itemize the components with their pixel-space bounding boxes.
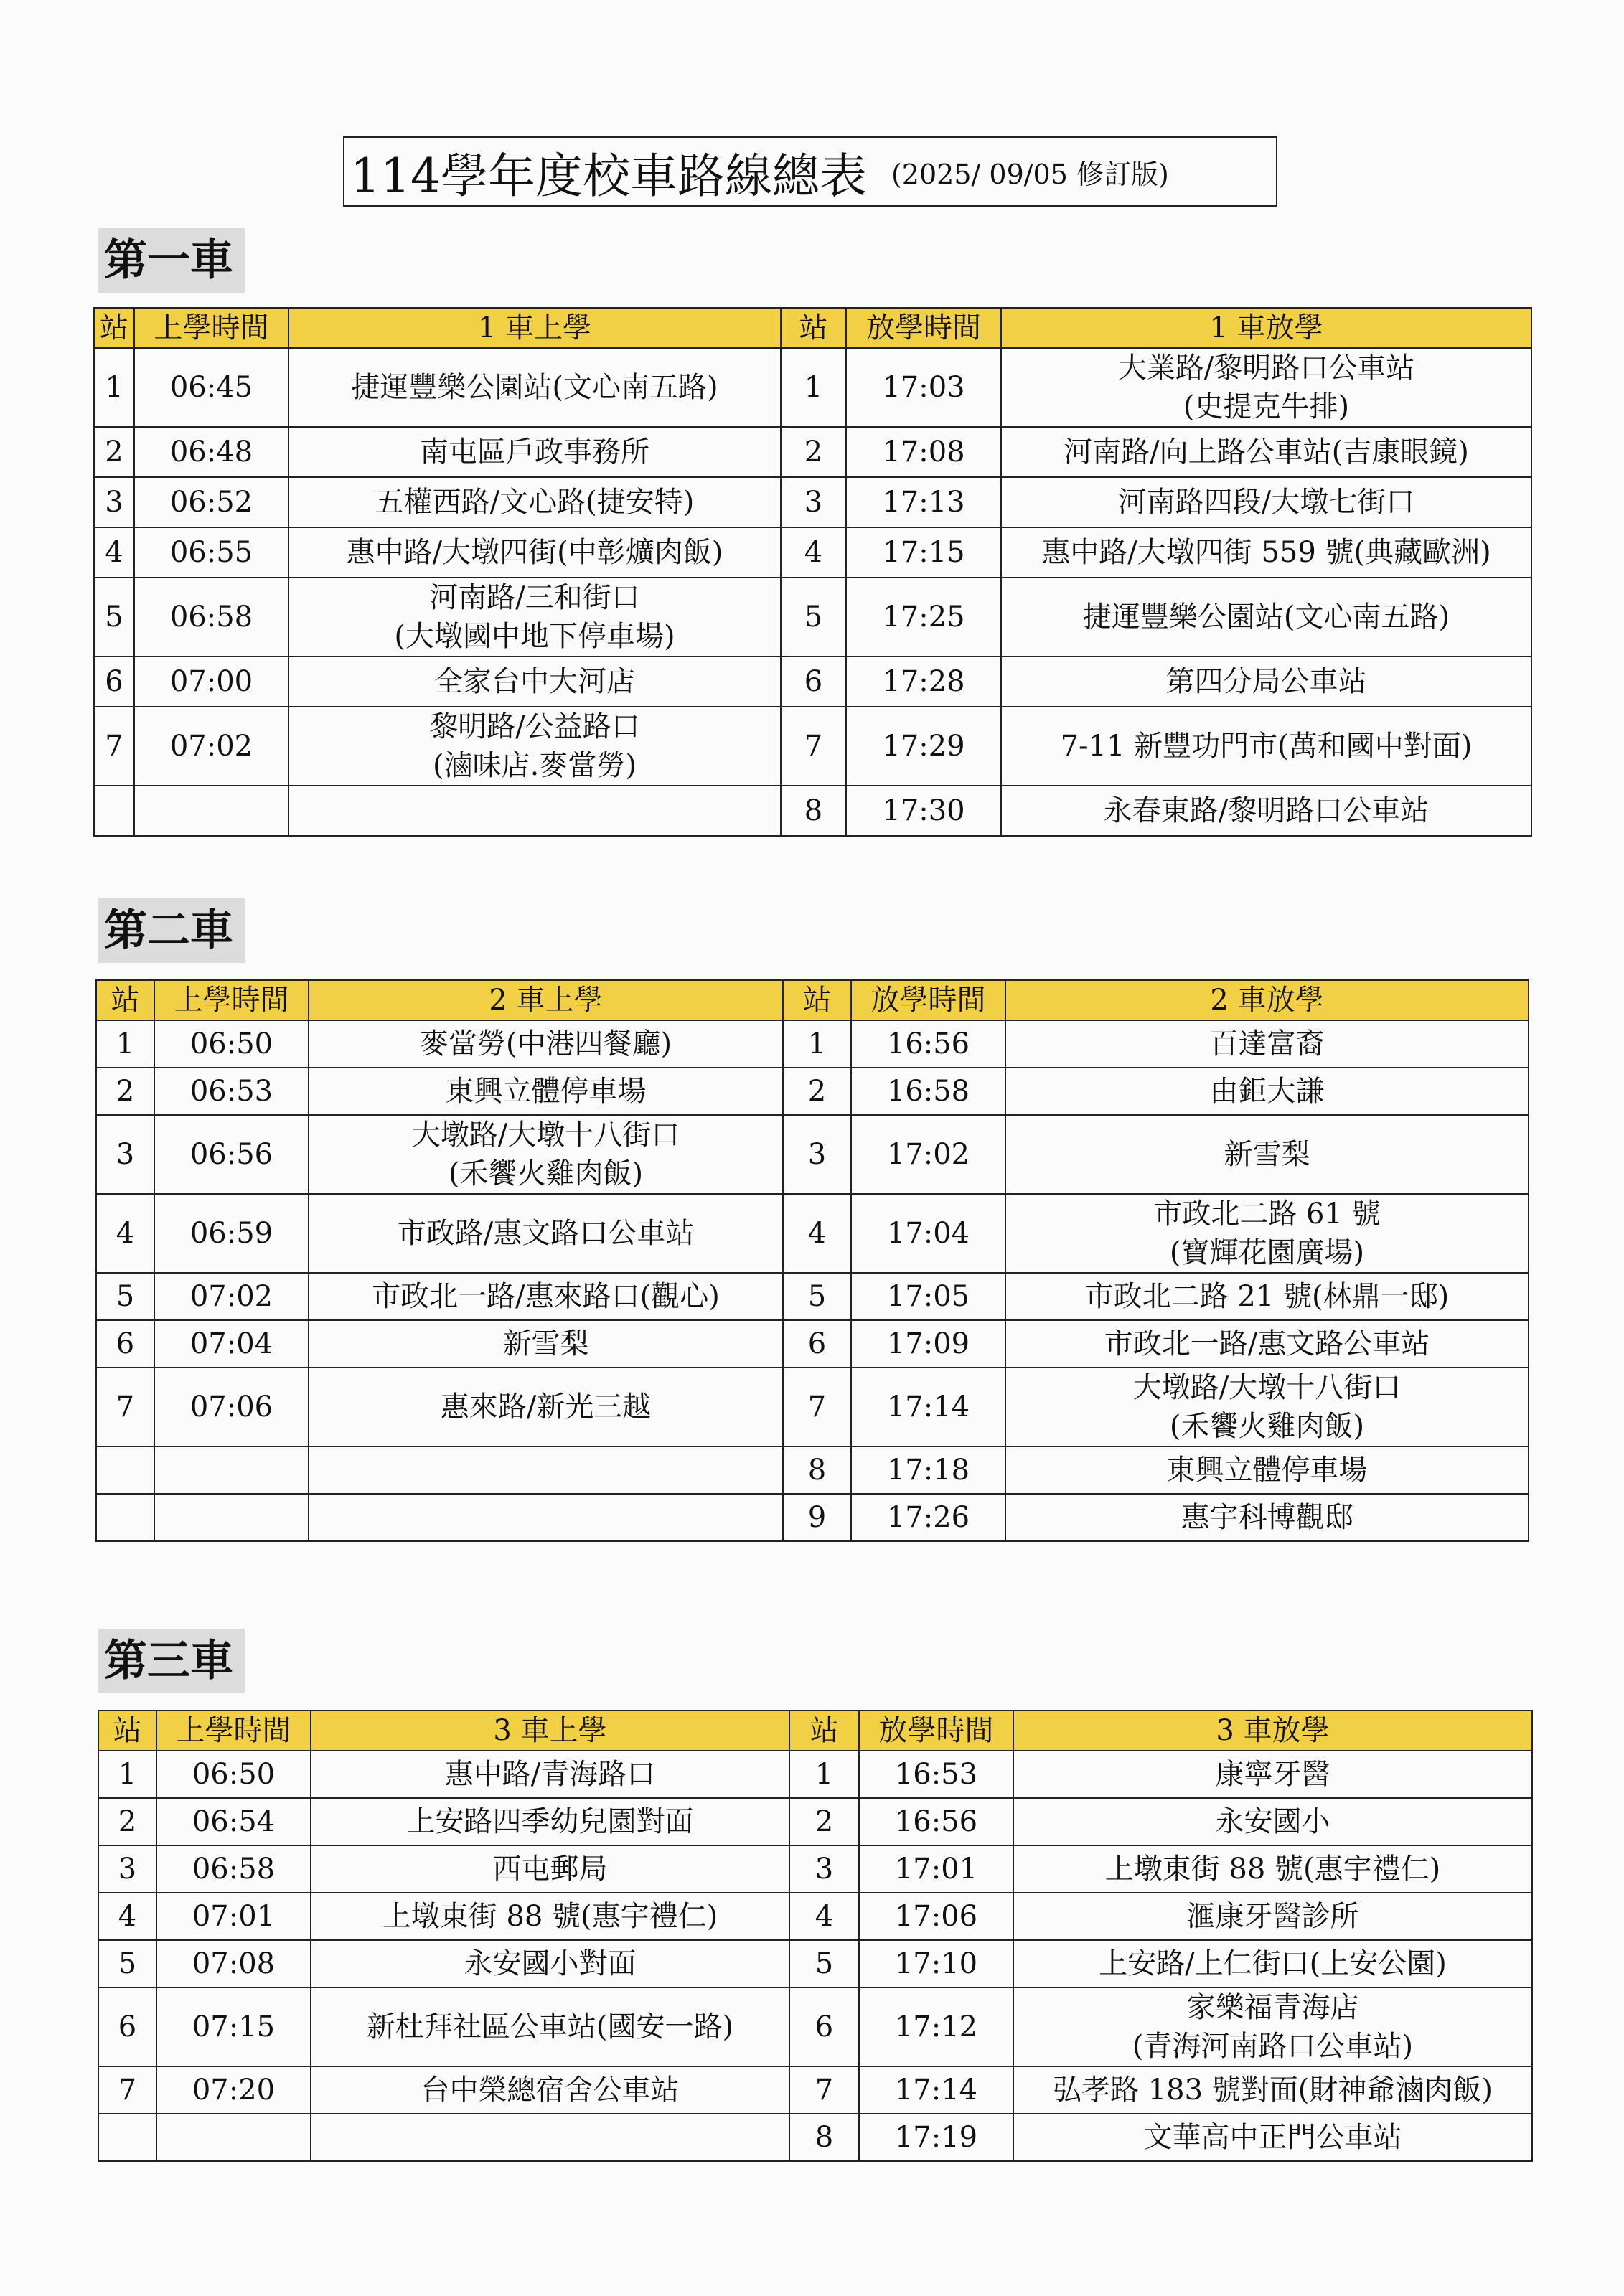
am-stop-location: 五權西路/文心路(捷安特) bbox=[288, 477, 781, 527]
am-stop-location: 台中榮總宿舍公車站 bbox=[311, 2066, 789, 2114]
car-1-schedule-table bbox=[93, 307, 1532, 837]
table-row bbox=[94, 786, 1531, 836]
am-time: 06:56 bbox=[154, 1115, 309, 1194]
header-am-stop: 站 bbox=[94, 308, 134, 348]
am-stop-location: 捷運豐樂公園站(文心南五路) bbox=[288, 348, 781, 427]
table-row bbox=[96, 1494, 1529, 1541]
pm-stop-number: 1 bbox=[789, 1751, 859, 1798]
table-row bbox=[98, 1845, 1532, 1893]
header-pm-time: 放學時間 bbox=[846, 308, 1001, 348]
am-stop-number: 1 bbox=[96, 1020, 154, 1068]
pm-time: 17:04 bbox=[851, 1194, 1005, 1273]
pm-stop-location: 大墩路/大墩十八街口 (禾饗火雞肉飯) bbox=[1005, 1368, 1529, 1446]
am-stop-number: 7 bbox=[94, 707, 134, 786]
am-time: 06:55 bbox=[134, 527, 288, 578]
pm-stop-number: 5 bbox=[783, 1273, 851, 1320]
pm-time: 17:15 bbox=[846, 527, 1001, 578]
am-stop-location bbox=[288, 786, 781, 836]
header-pm-stop: 站 bbox=[789, 1711, 859, 1751]
pm-stop-number: 3 bbox=[781, 477, 846, 527]
pm-stop-number: 2 bbox=[789, 1798, 859, 1845]
am-stop-location: 西屯郵局 bbox=[311, 1845, 789, 1893]
header-am-time: 上學時間 bbox=[154, 980, 309, 1020]
am-time: 07:02 bbox=[134, 707, 288, 786]
am-stop-number: 2 bbox=[98, 1798, 156, 1845]
am-stop-location: 新杜拜社區公車站(國安一路) bbox=[311, 1987, 789, 2066]
pm-stop-location: 永春東路/黎明路口公車站 bbox=[1001, 786, 1531, 836]
am-stop-location: 惠中路/大墩四街(中彰爌肉飯) bbox=[288, 527, 781, 578]
pm-time: 16:56 bbox=[851, 1020, 1005, 1068]
am-stop-location: 麥當勞(中港四餐廳) bbox=[309, 1020, 783, 1068]
am-stop-location: 惠中路/青海路口 bbox=[311, 1751, 789, 1798]
am-stop-number: 6 bbox=[94, 657, 134, 707]
pm-stop-number: 1 bbox=[783, 1020, 851, 1068]
am-stop-location: 河南路/三和街口 (大墩國中地下停車場) bbox=[288, 578, 781, 657]
table-row bbox=[94, 527, 1531, 578]
table-row bbox=[96, 1320, 1529, 1368]
pm-time: 17:14 bbox=[851, 1368, 1005, 1446]
am-time: 06:45 bbox=[134, 348, 288, 427]
pm-stop-number: 5 bbox=[789, 1940, 859, 1987]
am-stop-location bbox=[309, 1446, 783, 1494]
pm-stop-number: 2 bbox=[781, 427, 846, 477]
am-stop-location: 市政北一路/惠來路口(觀心) bbox=[309, 1273, 783, 1320]
table-row bbox=[98, 1798, 1532, 1845]
pm-stop-location: 市政北二路 21 號(林鼎一邸) bbox=[1005, 1273, 1529, 1320]
pm-time: 17:12 bbox=[859, 1987, 1013, 2066]
am-stop-number: 5 bbox=[96, 1273, 154, 1320]
pm-stop-location: 7-11 新豐功門市(萬和國中對面) bbox=[1001, 707, 1531, 786]
title-main: 114學年度校車路線總表 bbox=[350, 148, 867, 204]
table-row bbox=[94, 348, 1531, 427]
table-row bbox=[98, 1940, 1532, 1987]
pm-time: 17:18 bbox=[851, 1446, 1005, 1494]
pm-stop-number: 8 bbox=[783, 1446, 851, 1494]
am-time bbox=[154, 1494, 309, 1541]
pm-time: 17:08 bbox=[846, 427, 1001, 477]
am-stop-number: 5 bbox=[94, 578, 134, 657]
am-stop-number: 4 bbox=[98, 1893, 156, 1940]
pm-stop-location: 由鉅大謙 bbox=[1005, 1068, 1529, 1115]
header-am-time: 上學時間 bbox=[156, 1711, 311, 1751]
pm-stop-number: 6 bbox=[789, 1987, 859, 2066]
am-time bbox=[134, 786, 288, 836]
pm-time: 17:30 bbox=[846, 786, 1001, 836]
header-am-time: 上學時間 bbox=[134, 308, 288, 348]
pm-stop-number: 6 bbox=[783, 1320, 851, 1368]
pm-time: 16:58 bbox=[851, 1068, 1005, 1115]
am-stop-location bbox=[311, 2114, 789, 2161]
car-2-label: 第二車 bbox=[98, 898, 245, 963]
table-row bbox=[98, 1751, 1532, 1798]
header-am-stop: 站 bbox=[96, 980, 154, 1020]
pm-time: 17:05 bbox=[851, 1273, 1005, 1320]
table-header-row bbox=[96, 980, 1529, 1020]
am-stop-number: 6 bbox=[98, 1987, 156, 2066]
am-time: 06:50 bbox=[156, 1751, 311, 1798]
am-stop-location: 永安國小對面 bbox=[311, 1940, 789, 1987]
am-time: 06:59 bbox=[154, 1194, 309, 1273]
pm-stop-number: 9 bbox=[783, 1494, 851, 1541]
table-row bbox=[96, 1020, 1529, 1068]
pm-stop-location: 河南路四段/大墩七街口 bbox=[1001, 477, 1531, 527]
pm-stop-number: 3 bbox=[783, 1115, 851, 1194]
table-row bbox=[94, 477, 1531, 527]
header-am-route: 3 車上學 bbox=[311, 1711, 789, 1751]
header-pm-stop: 站 bbox=[781, 308, 846, 348]
am-time: 07:20 bbox=[156, 2066, 311, 2114]
car-2-schedule-table bbox=[95, 979, 1529, 1542]
am-stop-number: 1 bbox=[94, 348, 134, 427]
am-time: 06:54 bbox=[156, 1798, 311, 1845]
pm-stop-location: 滙康牙醫診所 bbox=[1013, 1893, 1532, 1940]
am-stop-location: 大墩路/大墩十八街口 (禾饗火雞肉飯) bbox=[309, 1115, 783, 1194]
table-row bbox=[96, 1068, 1529, 1115]
pm-stop-location: 大業路/黎明路口公車站 (史提克牛排) bbox=[1001, 348, 1531, 427]
am-stop-location: 新雪梨 bbox=[309, 1320, 783, 1368]
am-stop-location: 全家台中大河店 bbox=[288, 657, 781, 707]
table-row bbox=[96, 1273, 1529, 1320]
table-row bbox=[98, 1987, 1532, 2066]
car-3-schedule-table bbox=[98, 1710, 1533, 2162]
pm-time: 17:13 bbox=[846, 477, 1001, 527]
pm-stop-location: 康寧牙醫 bbox=[1013, 1751, 1532, 1798]
pm-stop-number: 6 bbox=[781, 657, 846, 707]
pm-time: 17:09 bbox=[851, 1320, 1005, 1368]
pm-stop-number: 8 bbox=[789, 2114, 859, 2161]
table-row bbox=[94, 707, 1531, 786]
table-header-row bbox=[98, 1711, 1532, 1751]
am-stop-number: 1 bbox=[98, 1751, 156, 1798]
header-am-stop: 站 bbox=[98, 1711, 156, 1751]
pm-time: 17:03 bbox=[846, 348, 1001, 427]
pm-stop-number: 7 bbox=[781, 707, 846, 786]
am-time: 07:01 bbox=[156, 1893, 311, 1940]
pm-stop-location: 河南路/向上路公車站(吉康眼鏡) bbox=[1001, 427, 1531, 477]
am-time: 07:00 bbox=[134, 657, 288, 707]
pm-stop-number: 4 bbox=[783, 1194, 851, 1273]
pm-time: 17:06 bbox=[859, 1893, 1013, 1940]
am-time: 06:48 bbox=[134, 427, 288, 477]
header-pm-route: 2 車放學 bbox=[1005, 980, 1529, 1020]
am-time: 06:53 bbox=[154, 1068, 309, 1115]
pm-stop-number: 5 bbox=[781, 578, 846, 657]
header-pm-time: 放學時間 bbox=[859, 1711, 1013, 1751]
am-time: 06:52 bbox=[134, 477, 288, 527]
pm-stop-location: 惠宇科博觀邸 bbox=[1005, 1494, 1529, 1541]
am-stop-number: 4 bbox=[96, 1194, 154, 1273]
pm-stop-number: 8 bbox=[781, 786, 846, 836]
am-stop-location: 黎明路/公益路口 (滷味店.麥當勞) bbox=[288, 707, 781, 786]
pm-time: 17:26 bbox=[851, 1494, 1005, 1541]
pm-stop-location: 惠中路/大墩四街 559 號(典藏歐洲) bbox=[1001, 527, 1531, 578]
table-row bbox=[96, 1194, 1529, 1273]
pm-time: 17:28 bbox=[846, 657, 1001, 707]
pm-stop-location: 弘孝路 183 號對面(財神爺滷肉飯) bbox=[1013, 2066, 1532, 2114]
am-stop-location: 市政路/惠文路口公車站 bbox=[309, 1194, 783, 1273]
am-time bbox=[154, 1446, 309, 1494]
pm-time: 17:25 bbox=[846, 578, 1001, 657]
am-stop-number: 7 bbox=[98, 2066, 156, 2114]
pm-stop-location: 百達富裔 bbox=[1005, 1020, 1529, 1068]
header-pm-route: 3 車放學 bbox=[1013, 1711, 1532, 1751]
car-1-label: 第一車 bbox=[98, 228, 245, 293]
pm-stop-location: 上墩東街 88 號(惠宇禮仁) bbox=[1013, 1845, 1532, 1893]
pm-time: 17:02 bbox=[851, 1115, 1005, 1194]
am-time: 06:58 bbox=[156, 1845, 311, 1893]
table-row bbox=[98, 2114, 1532, 2161]
am-stop-location: 惠來路/新光三越 bbox=[309, 1368, 783, 1446]
am-stop-number: 6 bbox=[96, 1320, 154, 1368]
pm-time: 17:10 bbox=[859, 1940, 1013, 1987]
table-row bbox=[96, 1368, 1529, 1446]
pm-time: 16:53 bbox=[859, 1751, 1013, 1798]
pm-stop-number: 4 bbox=[781, 527, 846, 578]
am-stop-location: 上墩東街 88 號(惠宇禮仁) bbox=[311, 1893, 789, 1940]
am-stop-number: 2 bbox=[96, 1068, 154, 1115]
table-row bbox=[98, 1893, 1532, 1940]
pm-stop-location: 新雪梨 bbox=[1005, 1115, 1529, 1194]
document-title bbox=[343, 136, 1277, 207]
table-header-row bbox=[94, 308, 1531, 348]
header-am-route: 2 車上學 bbox=[309, 980, 783, 1020]
pm-stop-location: 文華高中正門公車站 bbox=[1013, 2114, 1532, 2161]
am-stop-number bbox=[98, 2114, 156, 2161]
am-stop-number bbox=[96, 1446, 154, 1494]
pm-time: 17:19 bbox=[859, 2114, 1013, 2161]
pm-stop-location: 上安路/上仁街口(上安公園) bbox=[1013, 1940, 1532, 1987]
pm-time: 16:56 bbox=[859, 1798, 1013, 1845]
am-time: 07:15 bbox=[156, 1987, 311, 2066]
pm-stop-location: 捷運豐樂公園站(文心南五路) bbox=[1001, 578, 1531, 657]
table-row bbox=[96, 1115, 1529, 1194]
pm-stop-location: 永安國小 bbox=[1013, 1798, 1532, 1845]
am-stop-location bbox=[309, 1494, 783, 1541]
pm-time: 17:29 bbox=[846, 707, 1001, 786]
am-stop-number: 3 bbox=[96, 1115, 154, 1194]
pm-stop-location: 市政北一路/惠文路公車站 bbox=[1005, 1320, 1529, 1368]
am-stop-number: 7 bbox=[96, 1368, 154, 1446]
am-stop-number: 3 bbox=[98, 1845, 156, 1893]
table-row bbox=[98, 2066, 1532, 2114]
am-time: 07:02 bbox=[154, 1273, 309, 1320]
am-time bbox=[156, 2114, 311, 2161]
pm-stop-number: 7 bbox=[789, 2066, 859, 2114]
pm-stop-location: 家樂福青海店 (青海河南路口公車站) bbox=[1013, 1987, 1532, 2066]
am-stop-location: 東興立體停車場 bbox=[309, 1068, 783, 1115]
am-time: 07:04 bbox=[154, 1320, 309, 1368]
pm-stop-number: 2 bbox=[783, 1068, 851, 1115]
am-stop-location: 上安路四季幼兒園對面 bbox=[311, 1798, 789, 1845]
table-row bbox=[94, 578, 1531, 657]
am-stop-number: 3 bbox=[94, 477, 134, 527]
pm-stop-location: 第四分局公車站 bbox=[1001, 657, 1531, 707]
am-time: 06:50 bbox=[154, 1020, 309, 1068]
table-row bbox=[96, 1446, 1529, 1494]
pm-time: 17:14 bbox=[859, 2066, 1013, 2114]
table-row bbox=[94, 657, 1531, 707]
table-row bbox=[94, 427, 1531, 477]
header-am-route: 1 車上學 bbox=[288, 308, 781, 348]
pm-time: 17:01 bbox=[859, 1845, 1013, 1893]
pm-stop-number: 3 bbox=[789, 1845, 859, 1893]
pm-stop-number: 1 bbox=[781, 348, 846, 427]
car-3-label: 第三車 bbox=[98, 1629, 245, 1693]
header-pm-time: 放學時間 bbox=[851, 980, 1005, 1020]
title-revision: (2025/ 09/05 修訂版) bbox=[891, 158, 1169, 190]
am-stop-number: 2 bbox=[94, 427, 134, 477]
am-time: 06:58 bbox=[134, 578, 288, 657]
am-stop-number bbox=[94, 786, 134, 836]
header-pm-stop: 站 bbox=[783, 980, 851, 1020]
am-stop-number: 4 bbox=[94, 527, 134, 578]
pm-stop-location: 東興立體停車場 bbox=[1005, 1446, 1529, 1494]
am-stop-number: 5 bbox=[98, 1940, 156, 1987]
am-time: 07:08 bbox=[156, 1940, 311, 1987]
pm-stop-number: 4 bbox=[789, 1893, 859, 1940]
pm-stop-number: 7 bbox=[783, 1368, 851, 1446]
header-pm-route: 1 車放學 bbox=[1001, 308, 1531, 348]
am-stop-location: 南屯區戶政事務所 bbox=[288, 427, 781, 477]
pm-stop-location: 市政北二路 61 號 (寶輝花園廣場) bbox=[1005, 1194, 1529, 1273]
am-stop-number bbox=[96, 1494, 154, 1541]
am-time: 07:06 bbox=[154, 1368, 309, 1446]
